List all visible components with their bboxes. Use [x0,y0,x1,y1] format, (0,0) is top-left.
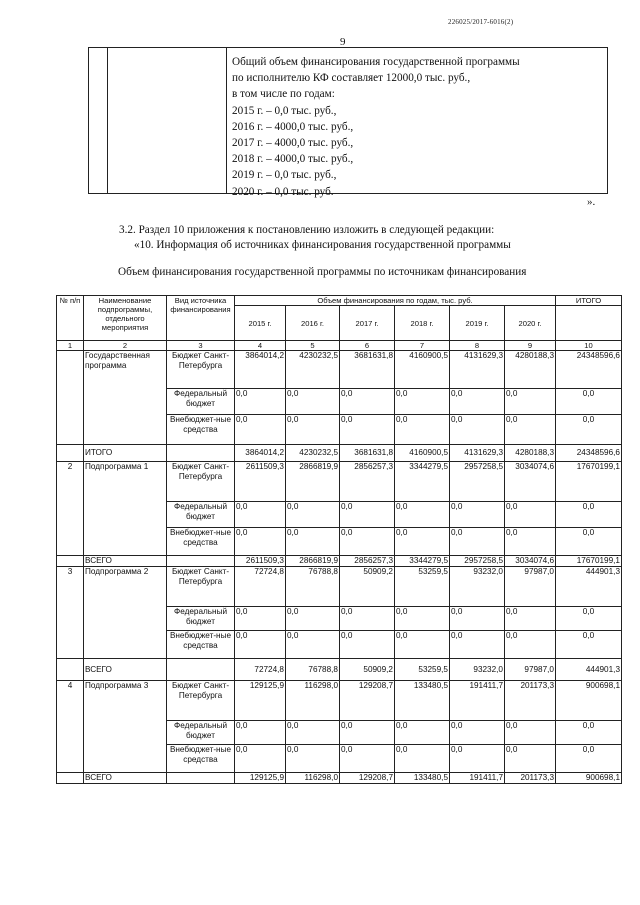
table-row [57,351,622,389]
header-year: 2020 г. [505,306,556,341]
value-cell: 0,0 [556,528,622,556]
source-label: Федеральный бюджет [167,502,235,528]
total-cell: 2611509,3 [235,556,286,567]
total-row [57,659,622,681]
total-cell: 2866819,9 [286,556,340,567]
row-number: 3 [57,567,84,659]
value-cell: 0,0 [340,389,395,415]
financing-table [56,295,622,784]
value-cell: 0,0 [235,528,286,556]
value-cell: 0,0 [286,415,340,445]
row-number: 2 [57,462,84,556]
header-year: 2017 г. [340,306,395,341]
table-title: Объем финансирования государственной программы по источникам финансирования [118,266,527,278]
value-cell: 0,0 [556,607,622,631]
row-number-blank [57,773,84,784]
column-number: 2 [84,341,167,351]
value-cell: 116298,0 [286,681,340,721]
value-cell: 0,0 [395,745,450,773]
total-cell: 116298,0 [286,773,340,784]
value-cell: 0,0 [235,607,286,631]
value-cell: 0,0 [556,721,622,745]
summary-line: в том числе по годам: [232,88,335,101]
total-cell: 50909,2 [340,659,395,681]
closing-quote: ». [587,196,596,208]
value-cell: 0,0 [395,502,450,528]
value-cell: 2957258,5 [450,462,505,502]
source-label: Бюджет Санкт-Петербурга [167,567,235,607]
total-cell: 3034074,6 [505,556,556,567]
value-cell: 0,0 [450,389,505,415]
source-blank [167,556,235,567]
total-cell: 72724,8 [235,659,286,681]
table-divider [107,48,108,193]
value-cell: 0,0 [286,607,340,631]
value-cell: 3864014,2 [235,351,286,389]
column-number: 6 [340,341,395,351]
value-cell: 0,0 [450,415,505,445]
summary-line: по исполнителю КФ составляет 12000,0 тыс. руб., [232,72,471,85]
source-label: Федеральный бюджет [167,721,235,745]
header-year: 2015 г. [235,306,286,341]
total-cell: 53259,5 [395,659,450,681]
value-cell: 0,0 [235,415,286,445]
row-number-blank [57,659,84,681]
value-cell: 72724,8 [235,567,286,607]
header-source: Вид источника финансирования [167,296,235,341]
value-cell: 53259,5 [395,567,450,607]
value-cell: 0,0 [286,389,340,415]
row-number [57,351,84,445]
total-cell: 133480,5 [395,773,450,784]
row-number-blank [57,556,84,567]
header-no: № п/п [57,296,84,341]
summary-line: 2015 г. – 0,0 тыс. руб., [232,104,337,117]
source-label: Бюджет Санкт-Петербурга [167,681,235,721]
column-number: 4 [235,341,286,351]
program-name: Подпрограмма 3 [84,681,167,773]
value-cell: 0,0 [450,528,505,556]
total-label: ВСЕГО [84,556,167,567]
total-cell: 76788,8 [286,659,340,681]
total-cell: 4230232,5 [286,445,340,462]
value-cell: 2611509,3 [235,462,286,502]
value-cell: 0,0 [286,528,340,556]
value-cell: 4280188,3 [505,351,556,389]
source-label: Федеральный бюджет [167,389,235,415]
total-cell: 97987,0 [505,659,556,681]
value-cell: 0,0 [505,389,556,415]
total-cell: 17670199,1 [556,556,622,567]
column-number: 10 [556,341,622,351]
value-cell: 129208,7 [340,681,395,721]
total-cell: 3681631,8 [340,445,395,462]
value-cell: 0,0 [395,528,450,556]
total-cell: 2957258,5 [450,556,505,567]
total-cell: 4160900,5 [395,445,450,462]
total-cell: 24348596,6 [556,445,622,462]
value-cell: 0,0 [395,721,450,745]
value-cell: 0,0 [556,389,622,415]
value-cell: 0,0 [450,721,505,745]
summary-line: 2020 г. – 0,0 тыс. руб. [232,185,334,198]
value-cell: 0,0 [395,631,450,659]
value-cell: 0,0 [340,607,395,631]
table-divider [226,48,227,193]
value-cell: 0,0 [286,745,340,773]
column-number: 7 [395,341,450,351]
value-cell: 4160900,5 [395,351,450,389]
total-label: ИТОГО [84,445,167,462]
total-cell: 444901,3 [556,659,622,681]
header-total: ИТОГО [556,296,622,306]
total-label: ВСЕГО [84,773,167,784]
value-cell: 0,0 [556,631,622,659]
value-cell: 0,0 [505,745,556,773]
value-cell: 0,0 [340,631,395,659]
column-number: 5 [286,341,340,351]
value-cell: 201173,3 [505,681,556,721]
value-cell: 0,0 [340,502,395,528]
value-cell: 97987,0 [505,567,556,607]
source-blank [167,659,235,681]
section-heading: «10. Информация об источниках финансирования государственной программы [134,239,511,251]
header-year: 2016 г. [286,306,340,341]
value-cell: 0,0 [340,745,395,773]
total-cell: 191411,7 [450,773,505,784]
previous-table-fragment [88,47,608,198]
value-cell: 4230232,5 [286,351,340,389]
source-label: Бюджет Санкт-Петербурга [167,462,235,502]
value-cell: 0,0 [235,721,286,745]
total-cell: 2856257,3 [340,556,395,567]
table-row [57,567,622,607]
value-cell: 24348596,6 [556,351,622,389]
value-cell: 444901,3 [556,567,622,607]
total-cell: 4280188,3 [505,445,556,462]
value-cell: 93232,0 [450,567,505,607]
value-cell: 0,0 [505,528,556,556]
source-label: Внебюджет-ные средства [167,631,235,659]
value-cell: 0,0 [450,745,505,773]
document-number: 226025/2017-6016(2) [448,18,514,26]
value-cell: 4131629,3 [450,351,505,389]
value-cell: 0,0 [286,721,340,745]
value-cell: 0,0 [556,745,622,773]
summary-line: 2016 г. – 4000,0 тыс. руб., [232,120,354,133]
value-cell: 0,0 [286,631,340,659]
row-number: 4 [57,681,84,773]
value-cell: 2866819,9 [286,462,340,502]
source-blank [167,445,235,462]
value-cell: 0,0 [235,631,286,659]
value-cell: 900698,1 [556,681,622,721]
value-cell: 3681631,8 [340,351,395,389]
total-cell: 93232,0 [450,659,505,681]
source-blank [167,773,235,784]
total-cell: 129125,9 [235,773,286,784]
value-cell: 129125,9 [235,681,286,721]
value-cell: 17670199,1 [556,462,622,502]
program-name: Подпрограмма 1 [84,462,167,556]
value-cell: 0,0 [505,607,556,631]
source-label: Внебюджет-ные средства [167,415,235,445]
column-number: 9 [505,341,556,351]
value-cell: 0,0 [450,631,505,659]
value-cell: 0,0 [556,502,622,528]
value-cell: 0,0 [340,721,395,745]
summary-line: 2018 г. – 4000,0 тыс. руб., [232,153,354,166]
column-number: 3 [167,341,235,351]
value-cell: 2856257,3 [340,462,395,502]
total-cell: 201173,3 [505,773,556,784]
row-number-blank [57,445,84,462]
value-cell: 3034074,6 [505,462,556,502]
header-total-blank [556,306,622,341]
value-cell: 0,0 [450,502,505,528]
total-row [57,556,622,567]
value-cell: 76788,8 [286,567,340,607]
header-volume: Объем финансирования по годам, тыс. руб. [235,296,556,306]
header-year: 2018 г. [395,306,450,341]
source-label: Бюджет Санкт-Петербурга [167,351,235,389]
value-cell: 0,0 [235,389,286,415]
column-number: 1 [57,341,84,351]
header-name: Наименование подпрограммы, отдельного мероприятия [84,296,167,341]
table-row [57,462,622,502]
summary-line: Общий объем финансирования государственной программы [232,56,520,68]
value-cell: 3344279,5 [395,462,450,502]
amendment-paragraph: 3.2. Раздел 10 приложения к постановлению изложить в следующей редакции: [119,224,495,236]
program-name: Государственная программа [84,351,167,445]
summary-line: 2019 г. – 0,0 тыс. руб., [232,169,337,182]
page-number: 9 [340,36,346,48]
value-cell: 50909,2 [340,567,395,607]
header-year: 2019 г. [450,306,505,341]
value-cell: 0,0 [395,415,450,445]
value-cell: 0,0 [235,502,286,528]
value-cell: 0,0 [395,607,450,631]
value-cell: 0,0 [505,721,556,745]
total-cell: 3344279,5 [395,556,450,567]
total-row [57,773,622,784]
value-cell: 0,0 [505,502,556,528]
value-cell: 0,0 [505,415,556,445]
source-label: Федеральный бюджет [167,607,235,631]
program-name: Подпрограмма 2 [84,567,167,659]
summary-line: 2017 г. – 4000,0 тыс. руб., [232,137,354,150]
source-label: Внебюджет-ные средства [167,745,235,773]
column-number: 8 [450,341,505,351]
value-cell: 0,0 [235,745,286,773]
value-cell: 0,0 [450,607,505,631]
total-cell: 900698,1 [556,773,622,784]
source-label: Внебюджет-ные средства [167,528,235,556]
total-row [57,445,622,462]
value-cell: 0,0 [340,415,395,445]
financing-summary-text [232,54,520,200]
value-cell: 0,0 [556,415,622,445]
total-cell: 4131629,3 [450,445,505,462]
total-label: ВСЕГО [84,659,167,681]
total-cell: 3864014,2 [235,445,286,462]
value-cell: 0,0 [395,389,450,415]
value-cell: 191411,7 [450,681,505,721]
total-cell: 129208,7 [340,773,395,784]
value-cell: 0,0 [286,502,340,528]
value-cell: 0,0 [505,631,556,659]
table-row [57,681,622,721]
value-cell: 0,0 [340,528,395,556]
value-cell: 133480,5 [395,681,450,721]
